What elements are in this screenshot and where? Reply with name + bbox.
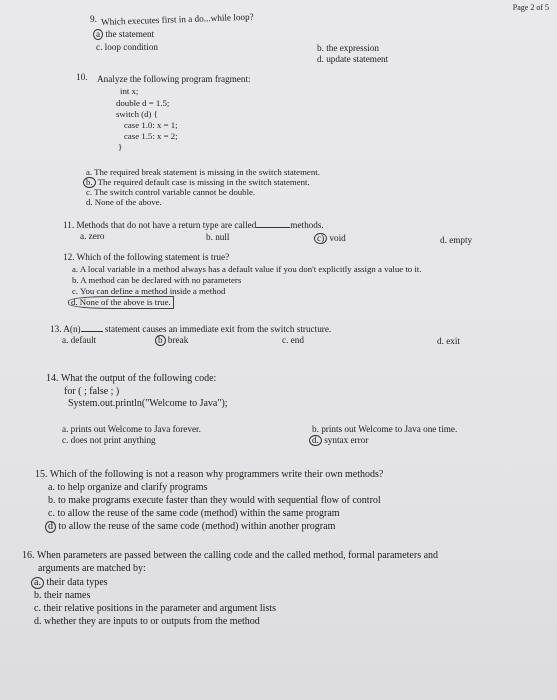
q9-option-b: b. the expression xyxy=(317,43,380,53)
q15-option-b: b. to make programs execute faster than they would with sequential flow of control xyxy=(48,495,381,506)
q16-option-a: a. their data types xyxy=(34,577,108,589)
code-line: System.out.println("Welcome to Java"); xyxy=(68,398,228,409)
q16-text: 16. When parameters are passed between the calling code and the called method, formal parameters and xyxy=(22,550,439,561)
q14-option-b: b. prints out Welcome to Java one time. xyxy=(312,424,458,434)
q9-option-a: a the statement xyxy=(96,29,154,40)
q11-option-d: d. empty xyxy=(440,235,473,245)
code-line: case 1.5: x = 2; xyxy=(124,131,178,141)
q14-option-a: a. prints out Welcome to Java forever. xyxy=(62,424,201,434)
q16-option-c: c. their relative positions in the parameter and argument lists xyxy=(34,603,276,614)
q12-text: 12. Which of the following statement is true? xyxy=(63,252,230,262)
q15-text: 15. Which of the following is not a reason why programmers write their own methods? xyxy=(35,469,384,480)
q13-option-a: a. default xyxy=(62,335,97,345)
q11-option-a: a. zero xyxy=(80,231,105,241)
q13-option-d: d. exit xyxy=(437,336,460,346)
q9-option-d: d. update statement xyxy=(317,54,389,64)
page-number: Page 2 of 5 xyxy=(512,3,549,12)
q9-option-c: c. loop condition xyxy=(96,42,159,52)
q9-text: Which executes first in a do...while loop? xyxy=(100,11,254,27)
q12-option-a: a. A local variable in a method always has a default value if you don't explicitly assign a value to it. xyxy=(72,264,422,274)
fill-blank xyxy=(256,219,290,228)
fill-blank xyxy=(81,323,103,332)
q14-option-c: c. does not print anything xyxy=(62,435,156,445)
q12-option-b: b. A method can be declared with no parameters xyxy=(72,275,242,285)
q16-option-b: b. their names xyxy=(34,590,91,601)
q10-option-a: a. The required break statement is missing in the switch statement. xyxy=(86,167,320,177)
q12-option-d: d. None of the above is true. xyxy=(68,296,174,309)
q13-option-c: c. end xyxy=(282,335,304,345)
q10-text: Analyze the following program fragment: xyxy=(97,74,251,84)
q14-text: 14. What the output of the following code: xyxy=(46,373,217,384)
q11-option-c: c) void xyxy=(317,233,346,244)
code-line: int x; xyxy=(120,86,139,96)
q16-option-d: d. whether they are inputs to or outputs from the method xyxy=(34,616,260,627)
q10-option-c: c. The switch control variable cannot be double. xyxy=(86,187,256,197)
answer-circle: b xyxy=(155,335,166,346)
q11-option-b: b. null xyxy=(206,232,230,242)
q11-text: 11. Methods that do not have a return type are called methods. xyxy=(63,220,324,230)
q13-option-b: b break xyxy=(158,335,188,346)
q10-option-d: d. None of the above. xyxy=(86,197,162,207)
code-line: switch (d) { xyxy=(116,109,158,119)
q16-text-cont: arguments are matched by: xyxy=(38,563,146,574)
q15-option-c: c. to allow the reuse of the same code (method) within the same program xyxy=(48,508,340,519)
answer-circle: c) xyxy=(314,233,327,244)
answer-circle: d xyxy=(45,521,56,533)
q13-text: 13. A(n) statement causes an immediate exit from the switch structure. xyxy=(50,324,332,334)
answer-circle: d. xyxy=(309,435,322,446)
answer-circle: a xyxy=(93,29,103,40)
q14-option-d: d. syntax error xyxy=(312,435,368,446)
code-line: } xyxy=(118,142,123,152)
q10-option-b: b. The required default case is missing in the switch statement. xyxy=(86,177,310,188)
code-line: case 1.0: x = 1; xyxy=(124,120,178,130)
q15-option-a: a. to help organize and clarify programs xyxy=(48,482,208,493)
q15-option-d: d to allow the reuse of the same code (method) within another program xyxy=(48,521,335,533)
answer-circle: b. xyxy=(83,177,96,188)
answer-circle: a. xyxy=(31,577,44,589)
q12-option-c: c. You can define a method inside a method xyxy=(72,286,226,296)
q10-number: 10. xyxy=(76,72,88,82)
code-line: for ( ; false ; ) xyxy=(64,386,120,397)
code-line: double d = 1.5; xyxy=(116,98,170,108)
q9-number: 9. xyxy=(90,14,97,24)
